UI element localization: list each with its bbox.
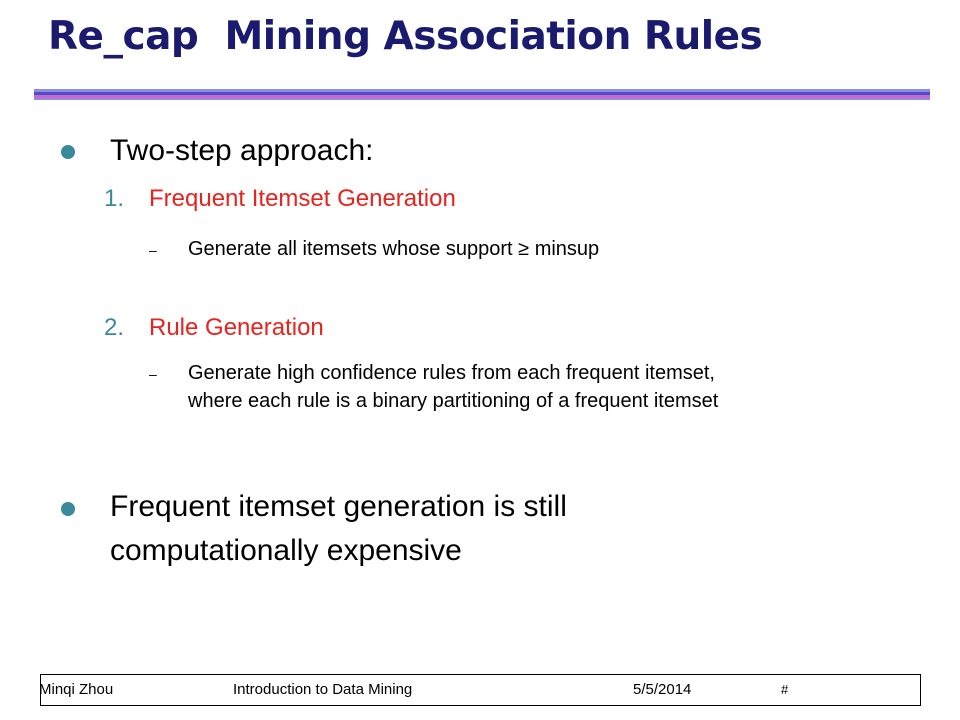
step-2-description-line-1: Generate high confidence rules from each frequent itemset, [188, 362, 715, 384]
step-1-description: Generate all itemsets whose support ≥ minsup [188, 238, 600, 260]
step-1-number: 1. [104, 185, 125, 212]
bullet-expensive-line-1: Frequent itemset generation is still [110, 490, 567, 523]
dash-icon: – [149, 242, 157, 258]
footer-date: 5/5/2014 [633, 681, 692, 698]
step-1-label: Frequent Itemset Generation [149, 185, 456, 212]
slide-title: Re_cap Mining Association Rules [48, 14, 763, 59]
dash-icon: – [149, 366, 157, 382]
bullet-two-step-approach: Two-step approach: [110, 134, 374, 167]
page-number-icon: # [781, 682, 789, 697]
step-2-number: 2. [104, 314, 125, 341]
step-2-label: Rule Generation [149, 314, 324, 341]
step-2-description-line-2: where each rule is a binary partitioning of a frequent itemset [188, 390, 719, 412]
bullet-expensive-line-2: computationally expensive [110, 534, 462, 567]
title-divider-line [34, 98, 930, 100]
bullet-dot-icon [61, 145, 75, 159]
slide-footer [40, 674, 921, 706]
footer-course: Introduction to Data Mining [233, 681, 413, 698]
bullet-dot-icon [61, 502, 75, 516]
footer-author: Minqi Zhou [39, 681, 114, 698]
